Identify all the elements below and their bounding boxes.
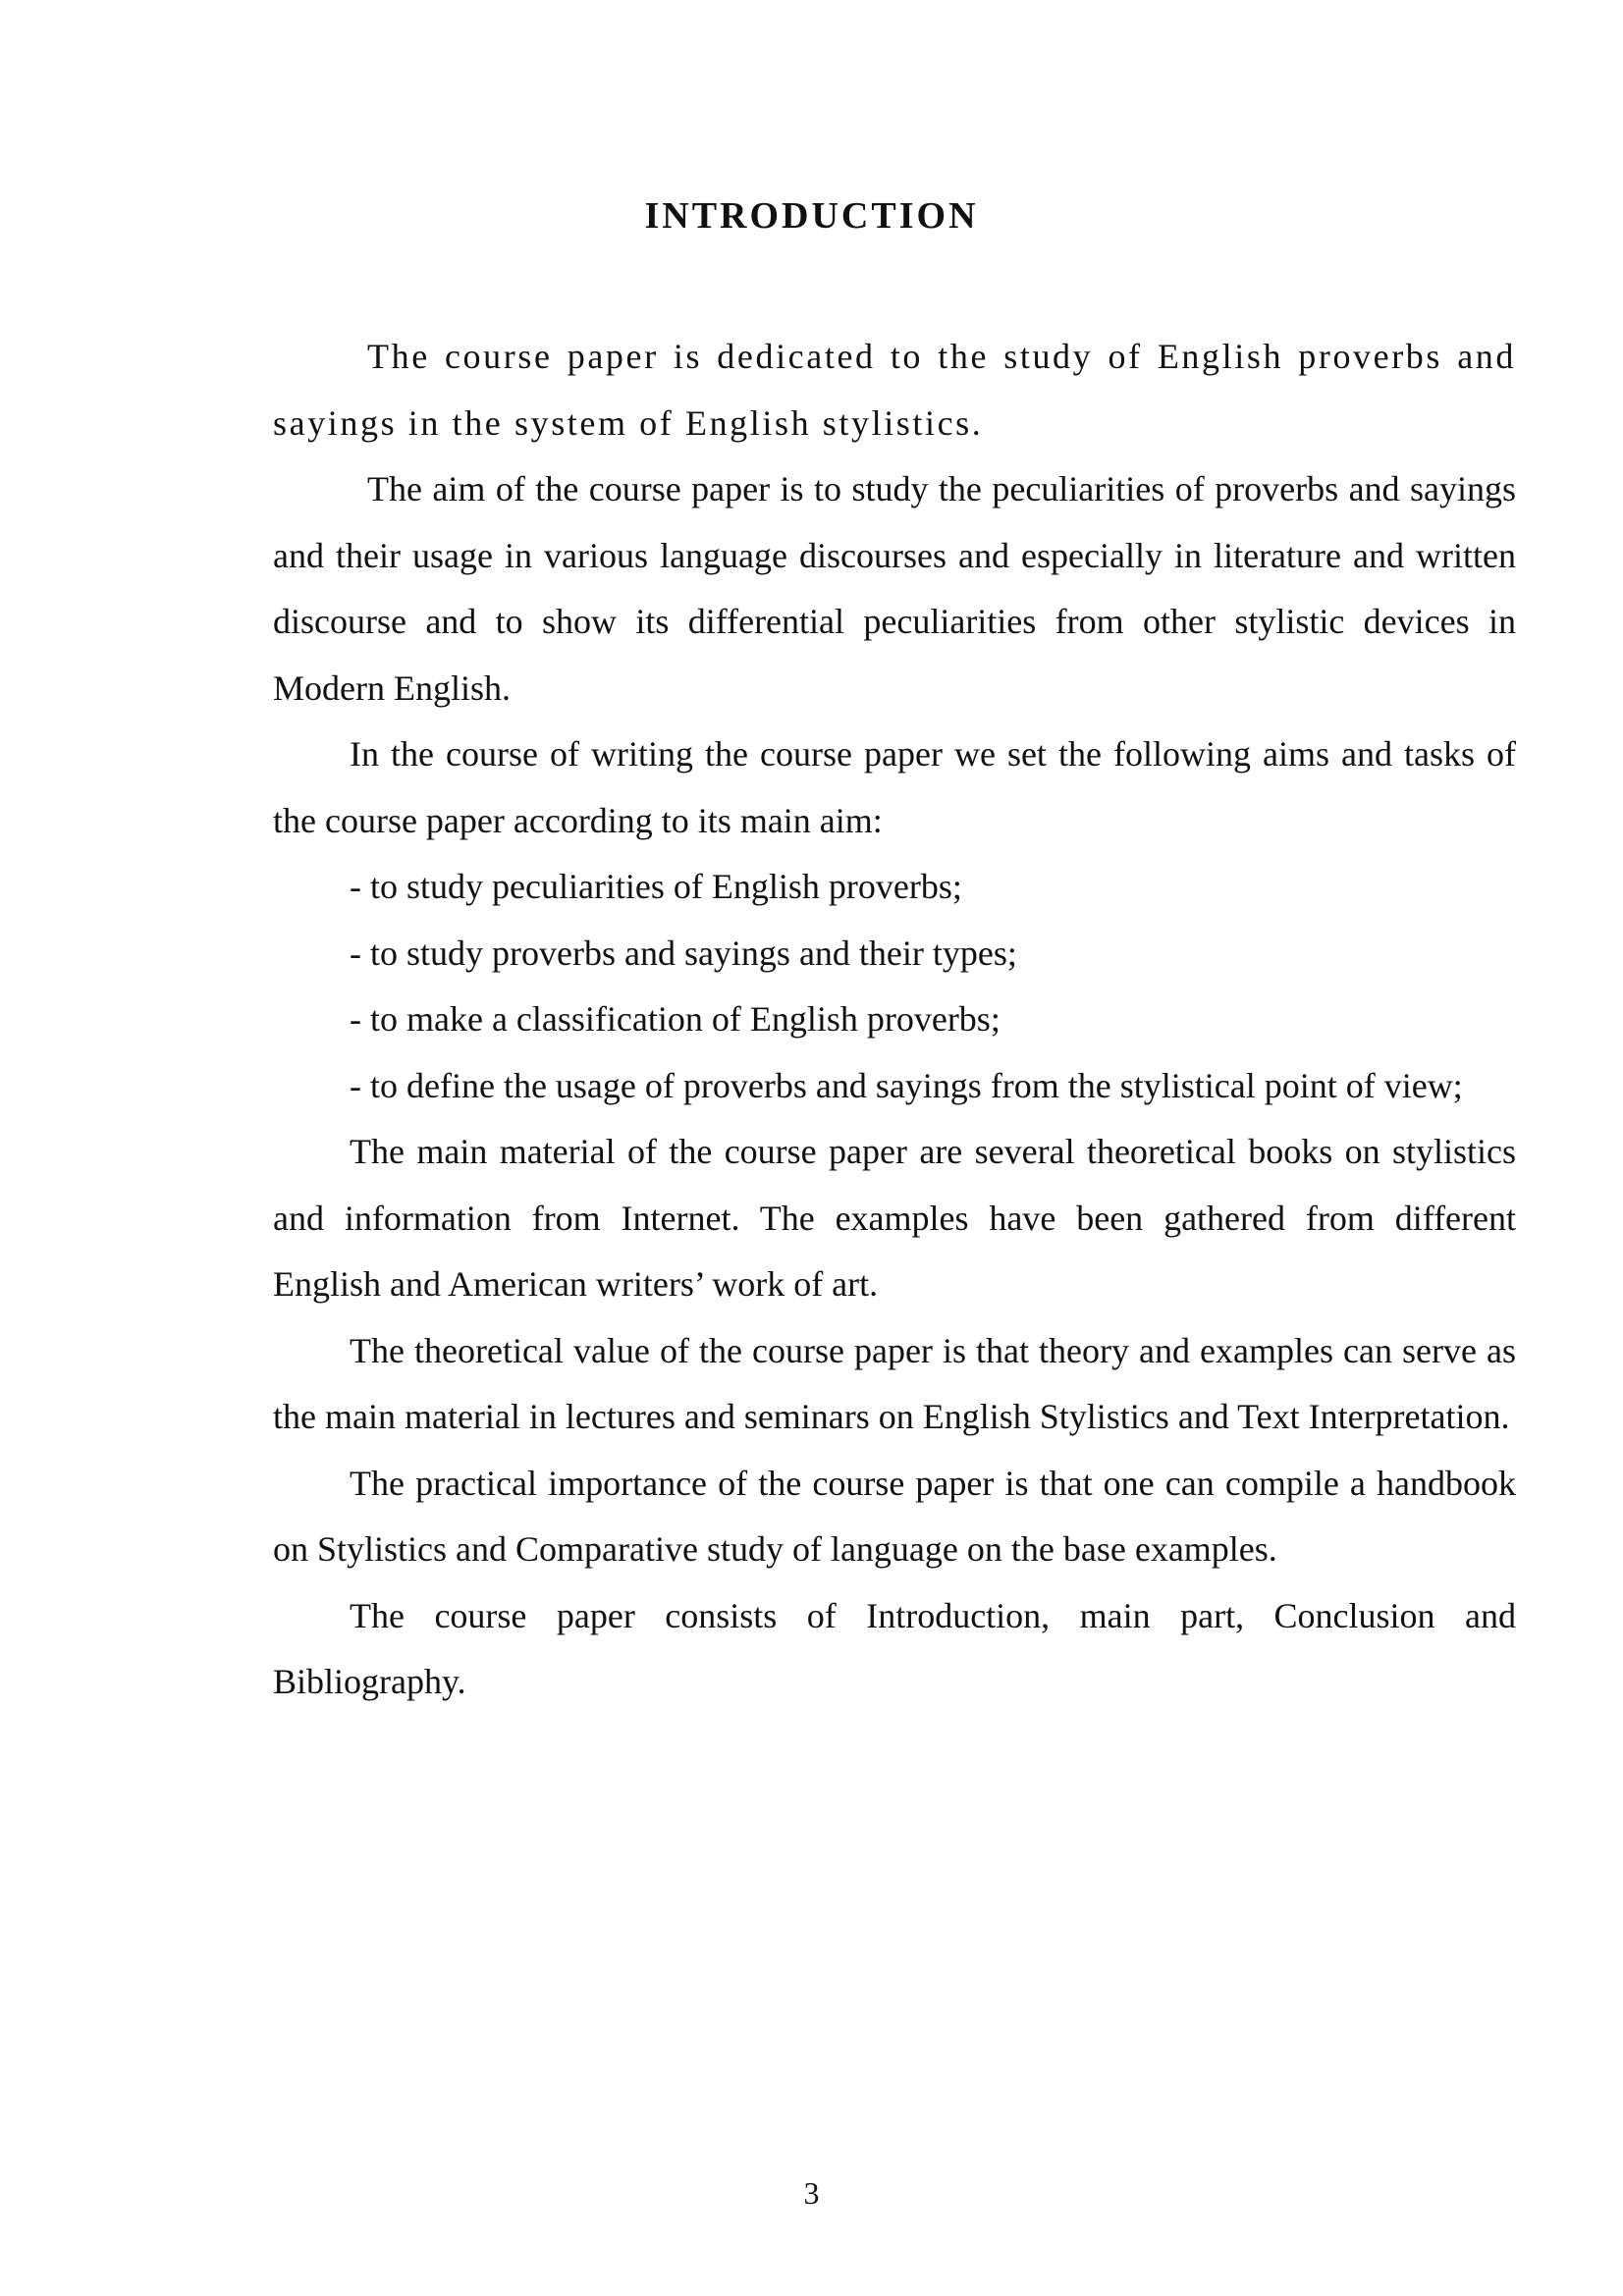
- page-number: 3: [803, 2175, 820, 2211]
- paragraph-tasks-intro: In the course of writing the course paper we set the following aims and tasks of the course paper according to its main aim:: [273, 734, 1516, 840]
- task-item: - to study peculiarities of English proverbs;: [350, 867, 962, 906]
- paragraph-aim: The aim of the course paper is to study the peculiarities of proverbs and sayings and their usage in various language discourses and especially in literature and written discourse and to show its differential peculiarities from other stylistic devices in Modern English.: [273, 469, 1516, 708]
- task-item: - to make a classification of English proverbs;: [350, 999, 1001, 1039]
- paragraph-dedication: The course paper is dedicated to the study of English proverbs and sayings in the system of English stylistics.: [273, 337, 1516, 443]
- paragraph-theoretical-value: The theoretical value of the course paper is that theory and examples can serve as the main material in lectures and seminars on English Stylistics and Text Interpretation.: [273, 1330, 1516, 1436]
- paragraph-practical-importance: The practical importance of the course paper is that one can compile a handbook on Stylistics and Comparative study of language on the base examples.: [273, 1463, 1516, 1569]
- task-item: - to study proverbs and sayings and their types;: [350, 933, 1017, 973]
- task-list: [273, 854, 1516, 1119]
- paragraph-structure: The course paper consists of Introduction, main part, Conclusion and Bibliography.: [273, 1595, 1516, 1701]
- page-title: INTRODUCTION: [644, 195, 979, 237]
- paragraph-material: The main material of the course paper are several theoretical books on stylistics and information from Internet. The examples have been gathered from different English and American writers’ work of art.: [273, 1132, 1516, 1304]
- task-item: - to define the usage of proverbs and sayings from the stylistical point of view;: [350, 1065, 1463, 1105]
- body-text: [273, 324, 1516, 1716]
